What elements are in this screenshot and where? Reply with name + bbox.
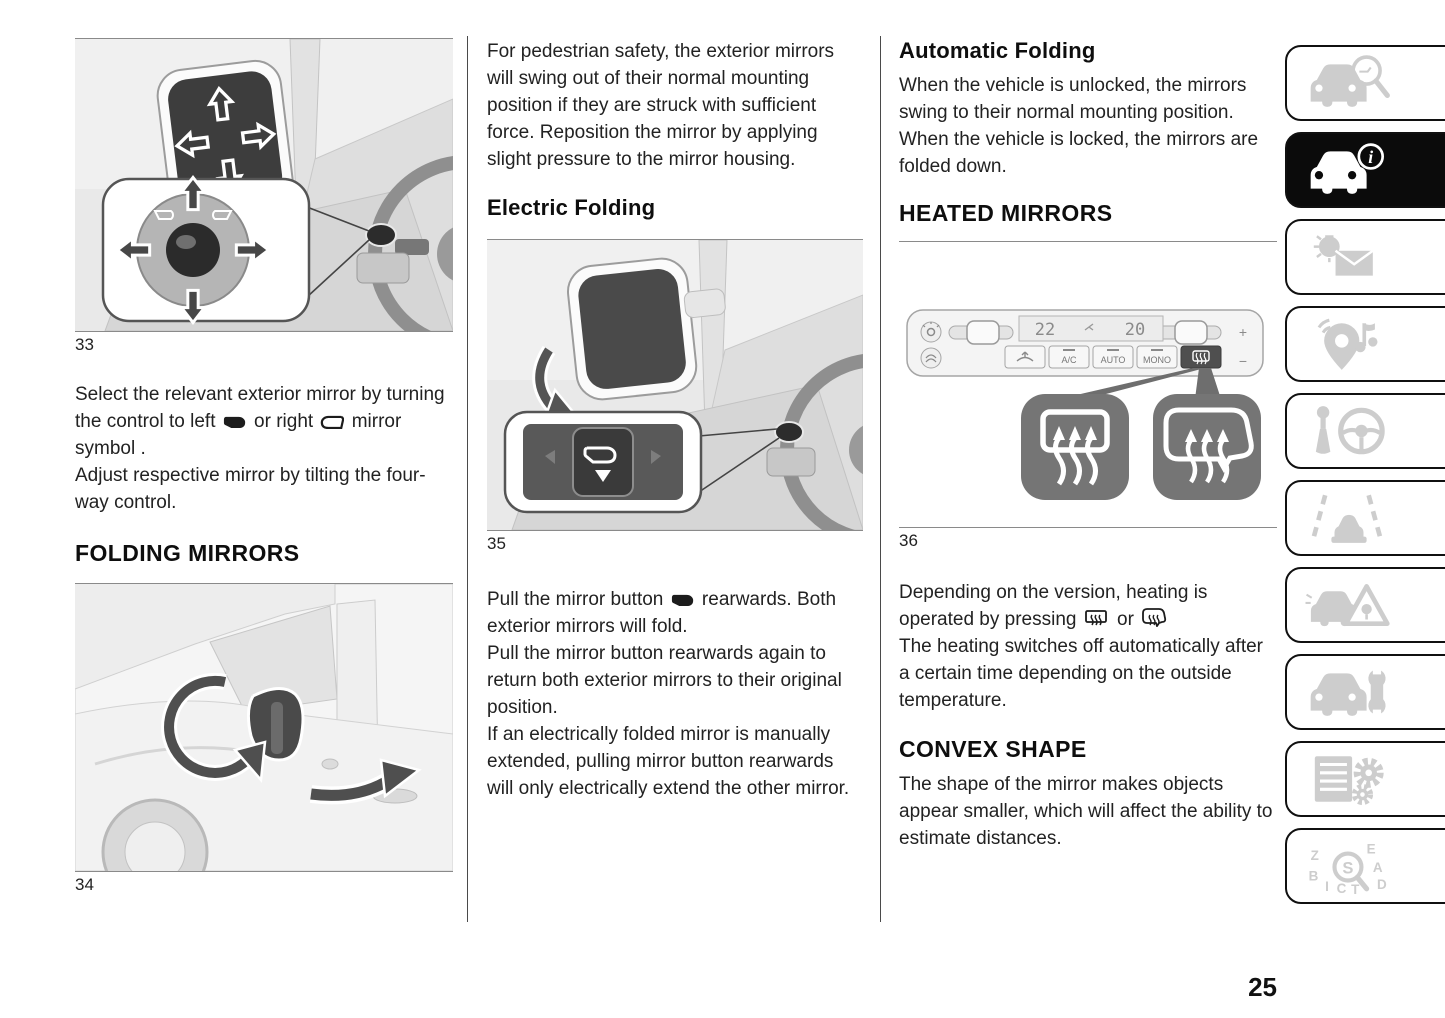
sidebar-tab-index[interactable] — [1285, 828, 1445, 904]
warning-lights-icon — [1301, 228, 1397, 286]
select-mirror-paragraph: Select the relevant exterior mirror by turning the control to left or right mirror symbol . Adjust respective mirror by tilting the four-way control. — [75, 384, 445, 513]
mirror-button-inset — [505, 412, 701, 512]
mirror-left-icon — [223, 415, 247, 429]
emergency-icon — [1301, 576, 1397, 634]
right-column — [899, 38, 1277, 852]
svg-text:S: S — [1342, 858, 1354, 878]
heated-mirror-icon — [1141, 607, 1167, 627]
figure-35 — [487, 239, 863, 531]
electric-folding-heading: Electric Folding — [487, 195, 656, 220]
left-column — [75, 38, 453, 895]
svg-text:I: I — [1325, 878, 1329, 894]
infotainment-icon — [1301, 315, 1397, 373]
starting-driving-icon — [1301, 402, 1397, 460]
figure-35-caption: 35 — [487, 534, 506, 553]
svg-text:A: A — [1372, 860, 1383, 876]
folded-mirror-illustration — [75, 584, 453, 871]
figure-33-caption: 33 — [75, 335, 94, 354]
temp-minus-label: − — [1238, 353, 1248, 369]
mirror-button-icon — [671, 593, 695, 607]
sidebar-tab-driving-assistance[interactable] — [1285, 480, 1445, 556]
pedestrian-safety-paragraph: For pedestrian safety, the exterior mirrors will swing out of their normal mounting position if they are struck with sufficient force. Reposition the mirror by applying slight pressure to the mirror housing. — [487, 41, 835, 170]
heated-mirrors-heading: HEATED MIRRORS — [899, 200, 1113, 226]
sidebar-tab-servicing[interactable] — [1285, 654, 1445, 730]
technical-data-icon — [1301, 750, 1397, 808]
sidebar-tab-infotainment[interactable] — [1285, 306, 1445, 382]
sidebar-tab-car-info[interactable] — [1285, 132, 1445, 208]
sidebar-tab-starting-driving[interactable] — [1285, 393, 1445, 469]
sidebar-tab-warning-lights[interactable] — [1285, 219, 1445, 295]
driving-assistance-icon — [1301, 489, 1397, 547]
middle-column — [487, 38, 863, 802]
temp-plus-label: + — [1238, 324, 1248, 340]
servicing-icon — [1301, 663, 1397, 721]
svg-text:B: B — [1308, 868, 1319, 884]
mirror-right-icon — [320, 415, 344, 429]
climate-panel-illustration — [899, 242, 1275, 527]
figure-36-caption: 36 — [899, 531, 918, 550]
column-separator — [467, 36, 468, 922]
automatic-folding-heading: Automatic Folding — [899, 38, 1096, 63]
sidebar-tab-technical-data[interactable] — [1285, 741, 1445, 817]
svg-text:Z: Z — [1310, 847, 1319, 863]
convex-shape-paragraph: The shape of the mirror makes objects appear smaller, which will affect the ability to estimate distances. — [899, 774, 1273, 849]
section-tab-sidebar — [1285, 45, 1445, 904]
electric-folding-illustration — [487, 240, 863, 530]
ac-button-label: A/C — [1061, 355, 1077, 365]
automatic-folding-paragraph: When the vehicle is unlocked, the mirrors swing to their normal mounting position. When the vehicle is locked, the mirrors are folded down. — [899, 75, 1259, 177]
index-icon — [1301, 837, 1397, 895]
heating-paragraph: Depending on the version, heating is operated by pressing or The heating switches off automatically after a certain time depending on the outside temperature. — [899, 582, 1264, 711]
page-number: 25 — [1248, 972, 1277, 1002]
four-way-control-inset — [103, 177, 309, 322]
car-info-icon — [1301, 141, 1397, 199]
climate-display-left: 22 — [1034, 320, 1056, 340]
column-separator — [880, 36, 881, 922]
heated-rear-window-icon — [1084, 609, 1110, 627]
climate-buttons — [1005, 346, 1221, 368]
mirror-adjust-illustration — [75, 39, 453, 331]
svg-text:D: D — [1376, 876, 1387, 892]
figure-33 — [75, 38, 453, 332]
heated-rear-window-callout-icon — [1021, 394, 1129, 500]
car-search-icon — [1301, 54, 1397, 112]
figure-36 — [899, 241, 1277, 528]
heated-mirror-callout-icon — [1153, 394, 1261, 500]
climate-panel — [907, 310, 1263, 376]
mono-button-label: MONO — [1143, 355, 1171, 365]
convex-shape-heading: CONVEX SHAPE — [899, 736, 1087, 762]
figure-34 — [75, 583, 453, 872]
folding-mirrors-heading: FOLDING MIRRORS — [75, 540, 300, 566]
sidebar-tab-emergency[interactable] — [1285, 567, 1445, 643]
svg-text:i: i — [1368, 146, 1374, 167]
auto-button-label: AUTO — [1100, 355, 1126, 365]
svg-text:C: C — [1336, 880, 1347, 895]
svg-text:T: T — [1351, 881, 1360, 895]
pull-mirror-paragraph: Pull the mirror button rearwards. Both exterior mirrors will fold. Pull the mirror button rearwards again to return both exterior mirrors to their original position. If an electrically folded mirror is manually extended, pulling mirror button rearwards will only electrically extend the other mirror. — [487, 589, 850, 799]
figure-34-caption: 34 — [75, 875, 94, 894]
climate-display-right: 20 — [1124, 320, 1146, 340]
svg-text:E: E — [1366, 841, 1376, 857]
sidebar-tab-car-search[interactable] — [1285, 45, 1445, 121]
